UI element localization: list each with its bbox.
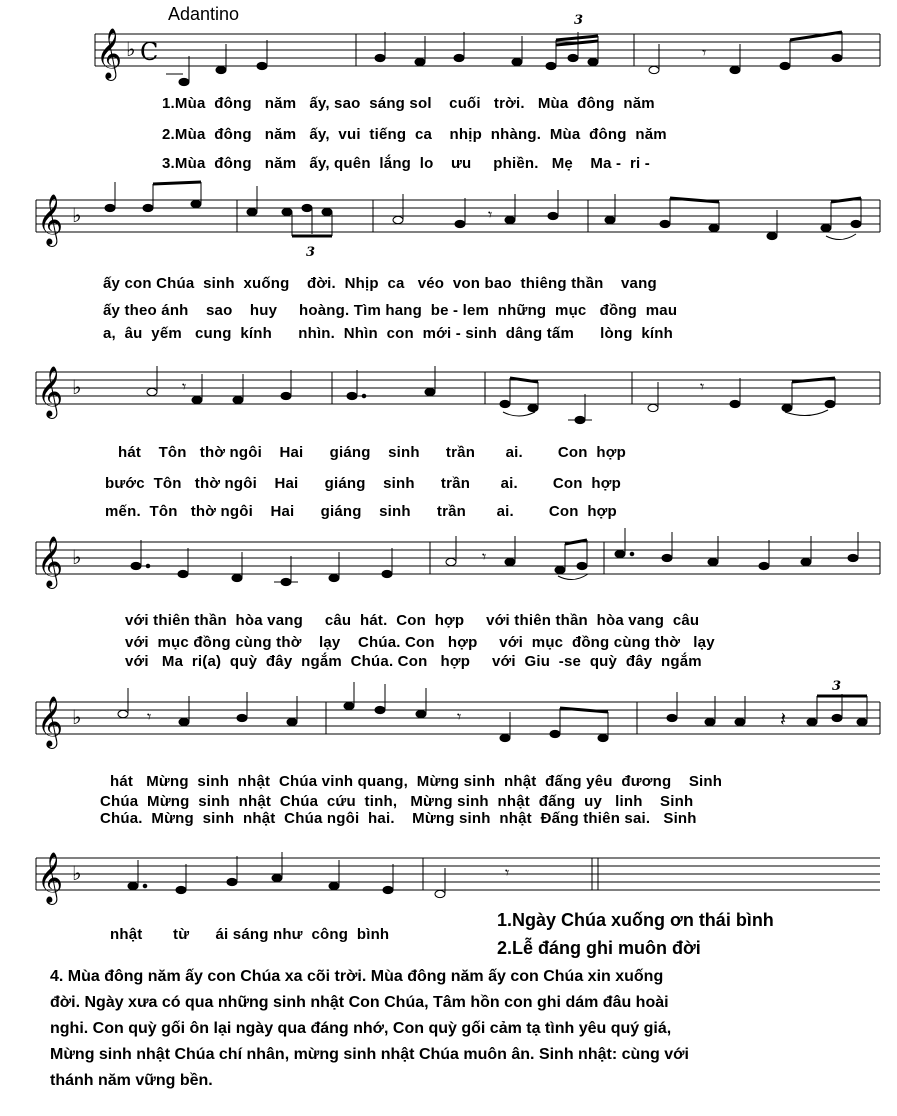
treble-clef-icon: 𝄞 bbox=[37, 194, 64, 245]
lyrics-line-5-1: hát Mừng sinh nhật Chúa vinh quang, Mừng sinh nhật đấng yêu đương Sinh bbox=[110, 773, 723, 790]
treble-clef-icon: 𝄞 bbox=[37, 852, 64, 903]
triplet-mark: 3 bbox=[306, 245, 316, 260]
treble-clef-icon: 𝄞 bbox=[37, 366, 64, 417]
flat-sign-icon: ♭ bbox=[72, 705, 82, 729]
lyrics-line-3-1: hát Tôn thờ ngôi Hai giáng sinh trần ai. Con hợp bbox=[118, 444, 626, 461]
lyrics-line-4-1: với thiên thần hòa vang câu hát. Con hợp với thiên thần hòa vang câu bbox=[125, 612, 700, 629]
treble-clef-icon: 𝄞 bbox=[37, 696, 64, 747]
lyrics-line-3-3: mến. Tôn thờ ngôi Hai giáng sinh trần ai. Con hợp bbox=[105, 503, 617, 520]
lyrics-line-2-2: ấy theo ánh sao huy hoàng. Tìm hang be - lem những mục đồng mau bbox=[103, 302, 678, 319]
staff-line-4 bbox=[0, 520, 897, 610]
treble-clef-icon: 𝄞 bbox=[37, 536, 64, 587]
quarter-rest-icon: 𝄽 bbox=[780, 707, 787, 731]
rest-icon: 𝄾 bbox=[488, 205, 493, 224]
lyrics-line-5-3: Chúa. Mừng sinh nhật Chúa ngôi hai. Mừng sinh nhật Đấng thiên sai. Sinh bbox=[100, 810, 697, 827]
second-ending-text: 2.Lễ đáng ghi muôn đời bbox=[497, 938, 701, 958]
rest-icon: 𝄾 bbox=[505, 863, 510, 882]
lyrics-line-6-1: nhật từ ái sáng như công bình bbox=[110, 926, 390, 943]
rest-icon: 𝄾 bbox=[482, 547, 487, 566]
rest-icon: 𝄾 bbox=[702, 43, 707, 62]
lyrics-line-5-2: Chúa Mừng sinh nhật Chúa cứu tinh, Mừng sinh nhật đấng uy linh Sinh bbox=[100, 793, 694, 810]
rest-icon: 𝄾 bbox=[182, 377, 187, 396]
verse4-line-3: nghi. Con quỳ gối ôn lại ngày qua đáng nhớ, Con quỳ gối cảm tạ tình yêu quý giá, bbox=[50, 1020, 672, 1037]
lyrics-line-2-3: a, âu yếm cung kính nhìn. Nhìn con mới - sinh dâng tấm lòng kính bbox=[103, 325, 674, 342]
flat-sign-icon: ♭ bbox=[126, 37, 136, 61]
triplet-mark: 3 bbox=[832, 680, 842, 694]
lyrics-line-1-1: 1.Mùa đông năm ấy, sao sáng sol cuối trời. Mùa đông năm bbox=[162, 95, 655, 112]
verse4-line-2: đời. Ngày xưa có qua những sinh nhật Con Chúa, Tâm hồn con ghi dám đâu hoài bbox=[50, 994, 669, 1011]
first-ending-text: 1.Ngày Chúa xuống ơn thái bình bbox=[497, 910, 774, 930]
verse4-line-5: thánh năm vững bền. bbox=[50, 1072, 213, 1089]
tempo-marking: Adantino bbox=[168, 4, 240, 24]
flat-sign-icon: ♭ bbox=[72, 545, 82, 569]
rest-icon: 𝄾 bbox=[457, 707, 462, 726]
rest-icon: 𝄾 bbox=[700, 377, 705, 396]
staff-line-3 bbox=[0, 350, 897, 440]
staff-line-1 bbox=[0, 12, 897, 102]
lyrics-line-4-3: với Ma ri(a) quỳ đây ngắm Chúa. Con hợp với Giu -se quỳ đây ngắm bbox=[125, 653, 702, 670]
common-time-icon: C bbox=[140, 38, 159, 66]
lyrics-line-1-3: 3.Mùa đông năm ấy, quên lắng lo ưu phiền. Mẹ Ma - ri - bbox=[162, 155, 650, 172]
lyrics-line-4-2: với mục đồng cùng thờ lạy Chúa. Con hợp với mục đồng cùng thờ lạy bbox=[125, 634, 715, 651]
flat-sign-icon: ♭ bbox=[72, 375, 82, 399]
lyrics-line-2-1: ấy con Chúa sinh xuống đời. Nhịp ca véo von bao thiêng thần vang bbox=[103, 275, 657, 292]
treble-clef-icon: 𝄞 bbox=[96, 28, 123, 79]
staff-line-2 bbox=[0, 178, 897, 268]
rest-icon: 𝄾 bbox=[147, 707, 152, 726]
lyrics-line-1-2: 2.Mùa đông năm ấy, vui tiếng ca nhịp nhàng. Mùa đông năm bbox=[162, 126, 667, 143]
flat-sign-icon: ♭ bbox=[72, 203, 82, 227]
flat-sign-icon: ♭ bbox=[72, 861, 82, 885]
verse4-line-1: 4. Mùa đông năm ấy con Chúa xa cõi trời. Mùa đông năm ấy con Chúa xin xuống bbox=[50, 968, 664, 985]
staff-line-5 bbox=[0, 680, 897, 770]
triplet-mark: 3 bbox=[574, 13, 584, 28]
verse4-line-4: Mừng sinh nhật Chúa chí nhân, mừng sinh nhật Chúa muôn ân. Sinh nhật: cùng với bbox=[50, 1046, 689, 1063]
lyrics-line-3-2: bước Tôn thờ ngôi Hai giáng sinh trần ai. Con hợp bbox=[105, 475, 621, 492]
